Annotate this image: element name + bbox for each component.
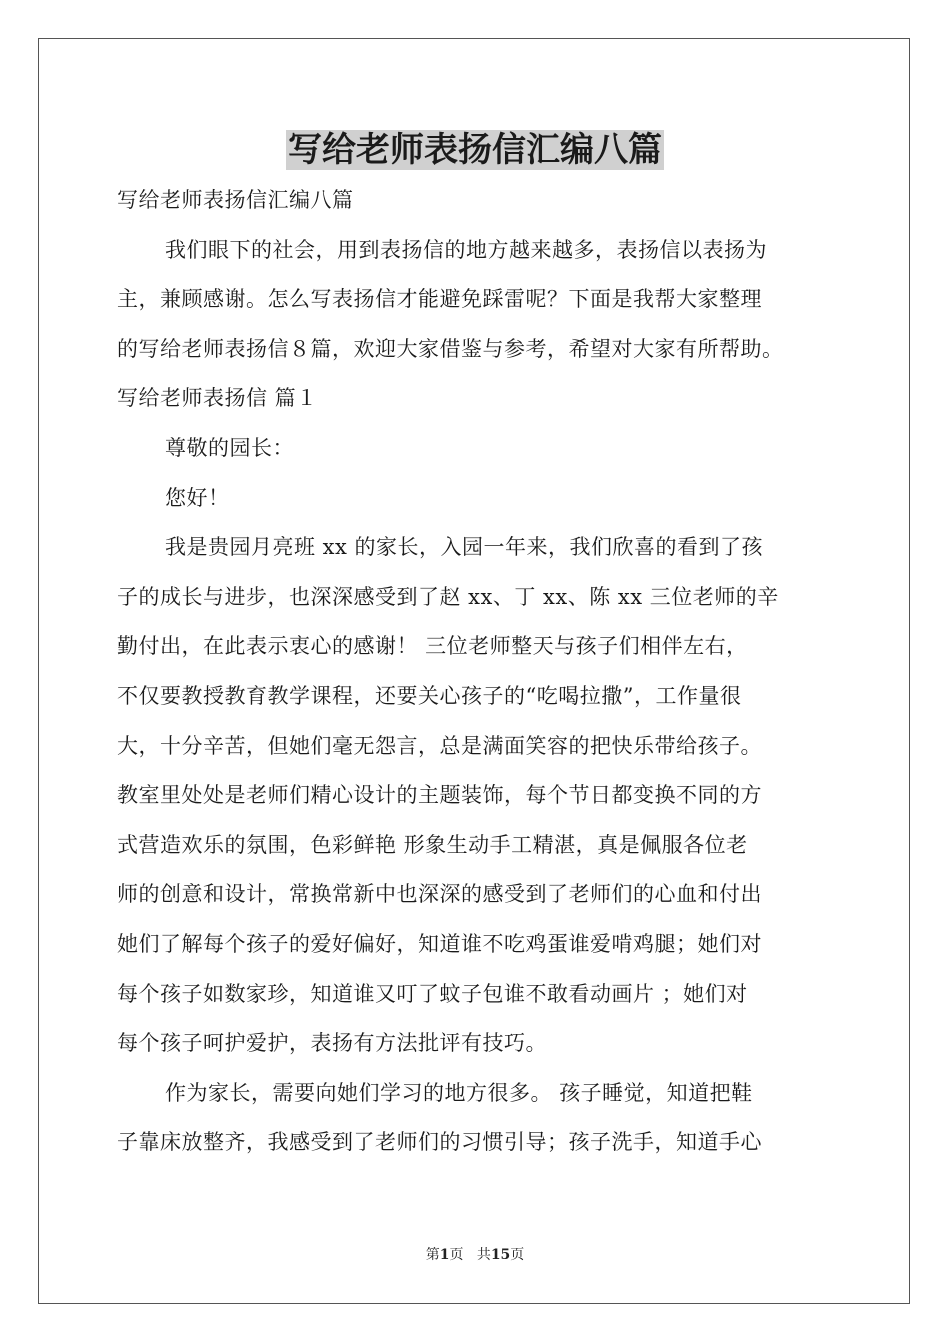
document-title xyxy=(0,128,950,172)
text-line: 式营造欢乐的氛围，色彩鲜艳 形象生动手工精湛，真是佩服各位老 xyxy=(117,832,748,857)
text-line: 子的成长与进步，也深深感受到了赵 xx、丁 xx、陈 xx 三位老师的辛 xyxy=(117,584,779,609)
text-line: 写给老师表扬信汇编八篇 xyxy=(117,188,354,212)
footer-total-suffix: 页 xyxy=(510,1247,525,1263)
text-line: 我们眼下的社会，用到表扬信的地方越来越多，表扬信以表扬为 xyxy=(165,237,767,262)
text-line: 作为家长，需要向她们学习的地方很多。 孩子睡觉，知道把鞋 xyxy=(165,1080,753,1105)
text-line: 子靠床放整齐，我感受到了老师们的习惯引导；孩子洗手，知道手心 xyxy=(117,1130,762,1155)
text-line: 她们了解每个孩子的爱好偏好，知道谁不吃鸡蛋谁爱啃鸡腿；她们对 xyxy=(117,931,762,956)
footer-page-suffix: 页 xyxy=(449,1247,464,1263)
text-line: 主，兼顾感谢。怎么写表扬信才能避免踩雷呢？下面是我帮大家整理 xyxy=(117,287,762,312)
text-line: 每个孩子呵护爱护，表扬有方法批评有技巧。 xyxy=(117,1031,547,1056)
text-line: 我是贵园月亮班 xx 的家长，入园一年来，我们欣喜的看到了孩 xyxy=(165,535,764,560)
text-line: 您好！ xyxy=(165,485,230,510)
text-line: 师的创意和设计，常换常新中也深深的感受到了老师们的心血和付出 xyxy=(117,882,762,907)
document-body xyxy=(117,176,835,1168)
footer-total-pages: 15 xyxy=(490,1247,511,1263)
text-line: 不仅要教授教育教学课程，还要关心孩子的“吃喝拉撒”，工作量很 xyxy=(117,683,742,708)
text-line: 大，十分辛苦，但她们毫无怨言，总是满面笑容的把快乐带给孩子。 xyxy=(117,733,762,758)
text-line: 尊敬的园长： xyxy=(165,435,294,460)
text-line: 的写给老师表扬信８篇，欢迎大家借鉴与参考，希望对大家有所帮助。 xyxy=(117,336,784,361)
footer-prefix: 第 xyxy=(425,1247,440,1263)
footer-page-number: 1 xyxy=(439,1247,450,1263)
footer-total-prefix: 共 xyxy=(476,1247,491,1263)
text-line: 教室里处处是老师们精心设计的主题装饰，每个节日都变换不同的方 xyxy=(117,783,762,808)
text-line: 每个孩子如数家珍，知道谁又叮了蚊子包谁不敢看动画片 ；她们对 xyxy=(117,981,748,1006)
page-footer xyxy=(0,1245,950,1265)
text-line: 写给老师表扬信 篇１ xyxy=(117,386,318,411)
text-line: 勤付出，在此表示衷心的感谢！ 三位老师整天与孩子们相伴左右， xyxy=(117,634,748,659)
document-title-text: 写给老师表扬信汇编八篇 xyxy=(288,130,662,170)
